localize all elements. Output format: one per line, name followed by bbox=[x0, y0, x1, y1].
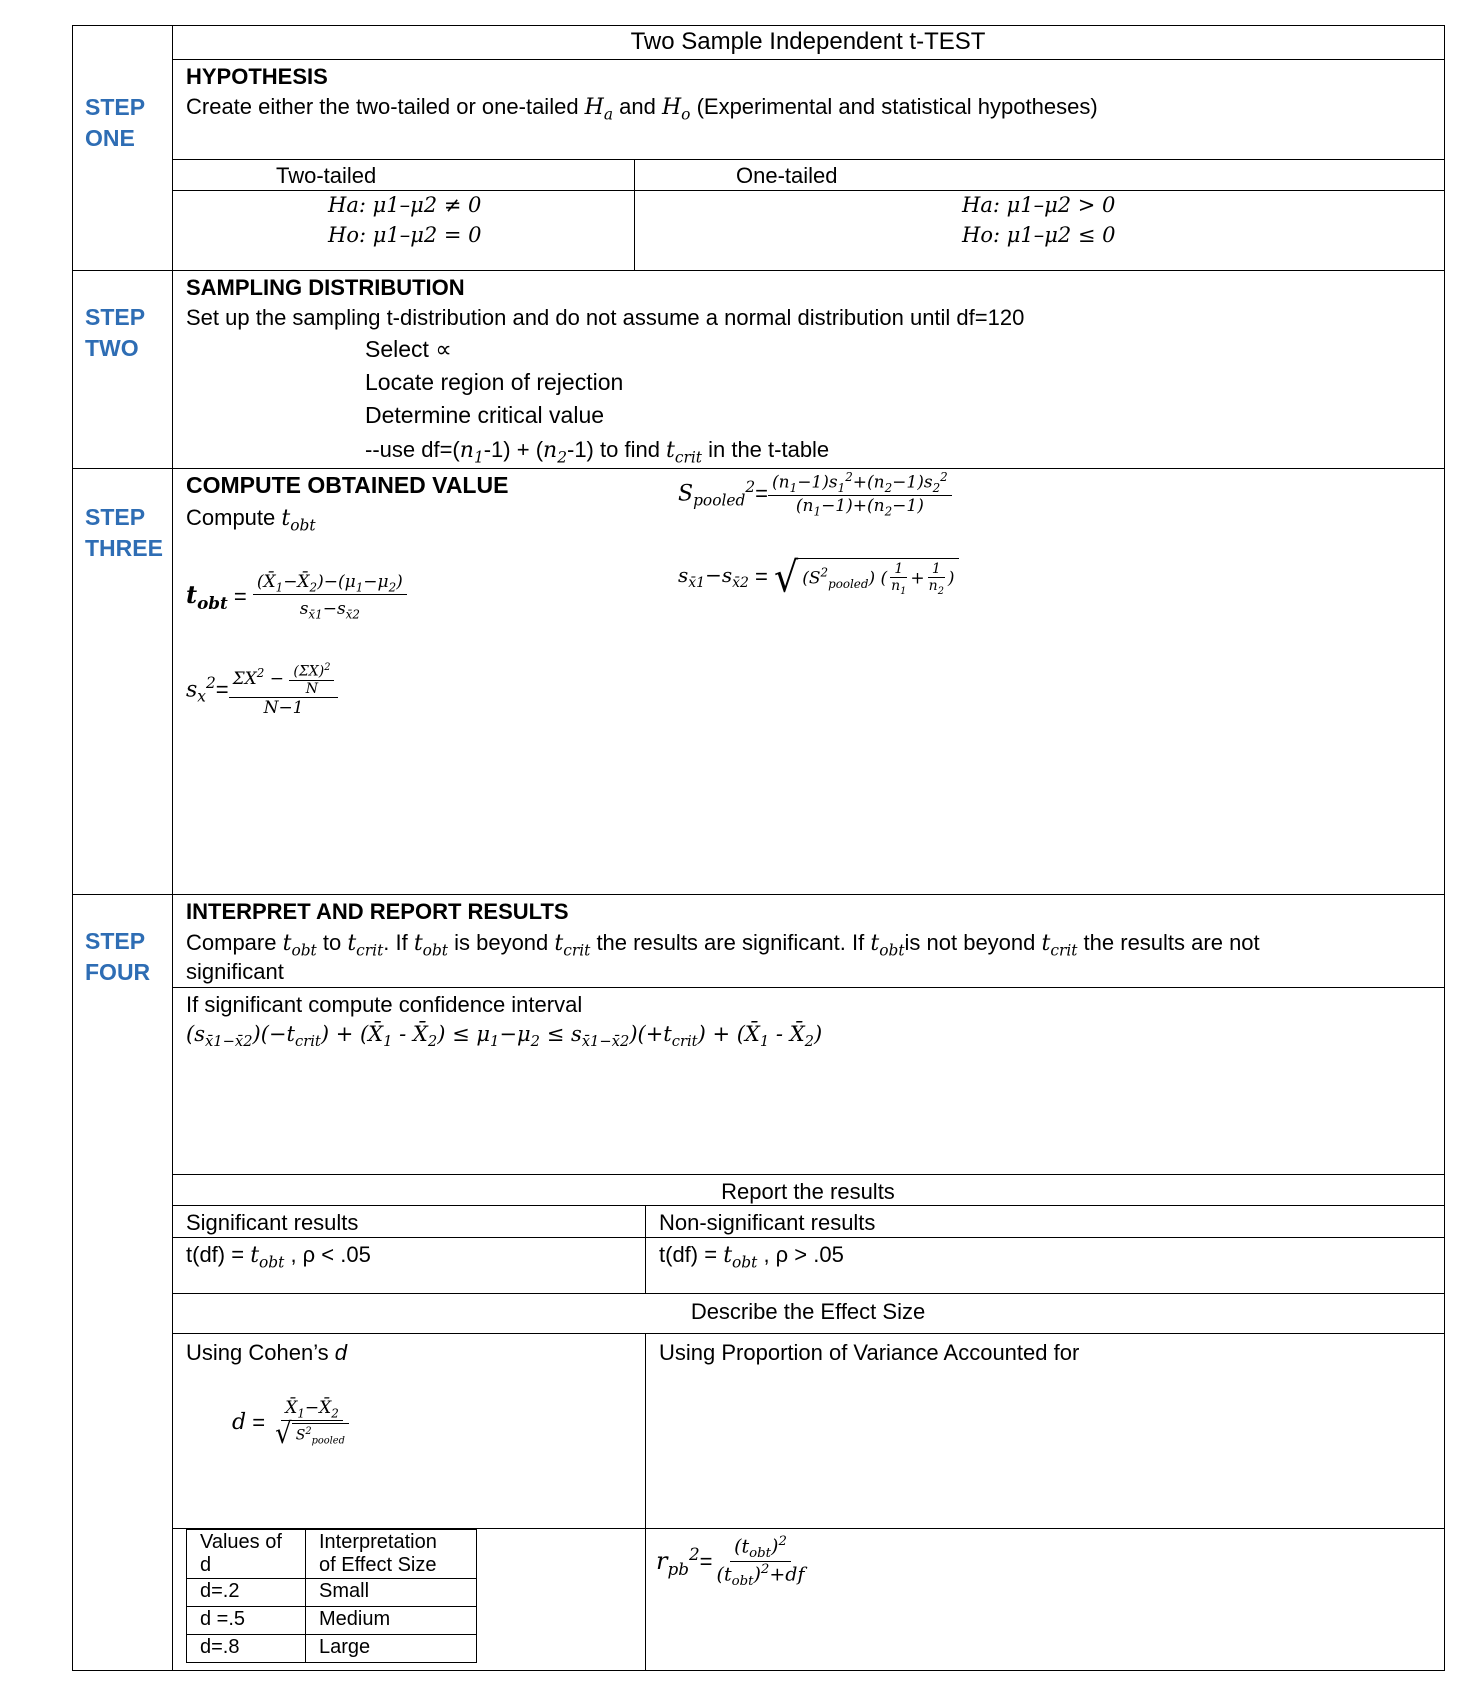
two-tailed-ho: Ho: μ1–μ2 = 0 bbox=[328, 223, 482, 247]
step-one-label bbox=[85, 92, 145, 154]
hyp-desc-pre: Create either the two-tailed or one-tailed bbox=[186, 94, 585, 119]
standard-error-formula: $s_{x̄1}-s_{x̄2}$ = √ $(S^2_{pooled})$ ( $\frac{1}{n_1}$ + $\frac{1}{n_2}$ ) bbox=[678, 558, 959, 597]
compare-6: is not beyond bbox=[904, 930, 1042, 955]
effect-interp-medium: Medium bbox=[306, 1607, 477, 1635]
significant-format: $t(df) = t_{obt}$ , ρ < .05 bbox=[186, 1242, 371, 1272]
report-label-bottom bbox=[172, 1237, 1445, 1238]
one-tailed-ho: Ho: μ1–μ2 ≤ 0 bbox=[962, 223, 1116, 247]
table-border-bottom bbox=[72, 1670, 1445, 1671]
compare-4: is beyond bbox=[447, 930, 555, 955]
tobt-formula: $t_{obt}$ = $\frac{(X̄_1-X̄_2)-(\mu_1-\mu_2)}{s_{x̄1}-s_{x̄2}}$ bbox=[186, 572, 407, 622]
effect-header: Describe the Effect Size bbox=[690, 1299, 926, 1324]
two-tailed-ha: Ha: μ1–μ2 ≠ 0 bbox=[328, 193, 482, 217]
step-three-label bbox=[85, 502, 163, 564]
pooled-variance-formula: $S_{pooled}^2$ = $\frac{(n_1-1)s_1^2+(n_2-1)s_2^2}{(n_1-1)+(n_2-1)}$ bbox=[678, 470, 952, 518]
table-border-right bbox=[1444, 25, 1445, 1671]
step-four-word2: FOUR bbox=[85, 959, 151, 985]
effect-col1-header bbox=[187, 1530, 306, 1579]
effect-value-small: d=.2 bbox=[187, 1579, 306, 1607]
table-border-left bbox=[72, 25, 73, 1671]
compute-label: Compute $t_{obt}$ bbox=[186, 505, 316, 535]
hypothesis-heading: HYPOTHESIS bbox=[186, 64, 328, 89]
step-one-word1: STEP bbox=[85, 94, 146, 120]
compare-5: the results are significant. If bbox=[590, 930, 871, 955]
nonsig-format-post: , ρ > .05 bbox=[757, 1242, 844, 1267]
hyp-table-header-bottom bbox=[172, 190, 1445, 191]
step-four-label bbox=[85, 926, 150, 988]
cohens-d-formula: d = $X̄_1-X̄_2$ √ $S^2_{pooled}$ bbox=[232, 1398, 353, 1447]
sig-format-pre: t(df) = bbox=[186, 1242, 251, 1267]
one-tailed-ha: Ha: μ1–μ2 > 0 bbox=[962, 193, 1116, 217]
compare-line-2: significant bbox=[186, 959, 284, 984]
df-note-mid2: -1) to find bbox=[567, 437, 667, 462]
one-tailed-header: One-tailed bbox=[736, 163, 838, 188]
sig-format-post: , ρ < .05 bbox=[284, 1242, 371, 1267]
effect-interp-small: Small bbox=[306, 1579, 477, 1607]
col1-line1: Values of bbox=[200, 1531, 282, 1553]
hyp-table-divider bbox=[634, 159, 635, 270]
df-note-post: in the t-table bbox=[701, 437, 830, 462]
effect-divider bbox=[645, 1333, 646, 1671]
hyp-desc-post: (Experimental and statistical hypotheses) bbox=[690, 94, 1098, 119]
effect-value-medium: d =.5 bbox=[187, 1607, 306, 1635]
rpb-formula: $r_{pb}^2$ = $\frac{(t_{obt})^2}{(t_{obt})^2+df}$ bbox=[656, 1534, 805, 1590]
step-two-label bbox=[85, 302, 145, 364]
nonsignificant-label: Non-significant results bbox=[659, 1210, 876, 1235]
step-two-word1: STEP bbox=[85, 304, 146, 330]
cohens-label-pre: Using Cohen’s bbox=[186, 1340, 335, 1365]
hypothesis-description bbox=[186, 94, 1098, 123]
compare-1: Compare bbox=[186, 930, 283, 955]
step-one-word2: ONE bbox=[85, 125, 135, 151]
col1-line2: d bbox=[200, 1554, 212, 1576]
nonsignificant-format: $t(df) = t_{obt}$ , ρ > .05 bbox=[659, 1242, 844, 1272]
df-note: --use $df=(n_1-1) + (n_2-1)$ to find $t_{crit}$ in the t-table bbox=[365, 437, 830, 467]
report-top-line bbox=[172, 1174, 1445, 1175]
compute-text: Compute bbox=[186, 505, 282, 530]
page-title: Two Sample Independent t-TEST bbox=[630, 28, 986, 55]
compare-line: Compare $t_{obt}$ to $t_{crit}$. If $t_{obt}$ is beyond $t_{crit}$ the results are significant. If $t_{obt}is$ not beyond $t_{crit}$ the results are not bbox=[186, 930, 1260, 960]
step-column-divider bbox=[172, 25, 173, 1671]
compare-2: to bbox=[316, 930, 348, 955]
report-divider bbox=[645, 1205, 646, 1293]
hyp-table-top bbox=[172, 159, 1445, 160]
step-three-word1: STEP bbox=[85, 504, 146, 530]
compare-3: . If bbox=[383, 930, 414, 955]
sampling-item-select: Select ∝ bbox=[365, 336, 452, 362]
significant-label: Significant results bbox=[186, 1210, 359, 1235]
report-header-bottom bbox=[172, 1205, 1445, 1206]
nonsig-format-pre: t(df) = bbox=[659, 1242, 724, 1267]
col2-line2: of Effect Size bbox=[319, 1554, 437, 1576]
interpret-heading: INTERPRET AND REPORT RESULTS bbox=[186, 899, 569, 924]
compute-heading: COMPUTE OBTAINED VALUE bbox=[186, 472, 509, 498]
effect-col2-header bbox=[306, 1530, 477, 1579]
step-two-word2: TWO bbox=[85, 335, 139, 361]
table-border-top bbox=[72, 25, 1445, 26]
table-row bbox=[187, 1635, 477, 1663]
variance-formula: $s_x^2$ = $\Sigma X^2$ − $\frac{(\Sigma X)^2}{N}$ N−1 bbox=[186, 662, 338, 718]
table-row bbox=[187, 1579, 477, 1607]
step-three-word2: THREE bbox=[85, 535, 163, 561]
ho-symbol: $H_o$ bbox=[661, 95, 691, 124]
cohens-label-d: d bbox=[334, 1340, 348, 1365]
effect-interp-large: Large bbox=[306, 1635, 477, 1663]
step1-bottom bbox=[72, 270, 1445, 271]
compare-7: the results are not bbox=[1077, 930, 1260, 955]
step3-bottom bbox=[72, 894, 1445, 895]
ha-symbol: $H_a$ bbox=[584, 95, 614, 124]
sampling-heading: SAMPLING DISTRIBUTION bbox=[186, 275, 465, 300]
df-note-mid1: -1) + ( bbox=[483, 437, 544, 462]
two-tailed-header: Two-tailed bbox=[276, 163, 377, 188]
effect-table-header bbox=[187, 1530, 477, 1579]
report-header: Report the results bbox=[721, 1179, 895, 1204]
hyp-desc-mid: and bbox=[613, 94, 662, 119]
ci-top-line bbox=[172, 987, 1445, 988]
sampling-description: Set up the sampling t-distribution and do not assume a normal distribution until df=120 bbox=[186, 305, 1025, 330]
df-note-pre: --use df=( bbox=[365, 437, 460, 462]
step-four-word1: STEP bbox=[85, 928, 146, 954]
ci-heading: If significant compute confidence interval bbox=[186, 992, 583, 1017]
ci-formula: $(s_{x̄1-x̄2})(-t_{crit})$ + ($X̄_1$ - $X̄_2) \le \mu_1-\mu_2 \le s_{x̄1-x̄2})(+t_{crit})$ + ($X̄_1$ - $X̄_2$) bbox=[186, 1022, 823, 1051]
effect-header-bottom bbox=[172, 1333, 1445, 1334]
effect-top-line bbox=[172, 1293, 1445, 1294]
effect-size-table bbox=[186, 1529, 477, 1663]
sampling-item-locate: Locate region of rejection bbox=[365, 369, 624, 395]
col2-line1: Interpretation bbox=[319, 1531, 437, 1553]
step2-bottom bbox=[72, 468, 1445, 469]
title-row-bottom bbox=[172, 59, 1445, 60]
table-row bbox=[187, 1607, 477, 1635]
sampling-item-critical: Determine critical value bbox=[365, 402, 605, 428]
effect-value-large: d=.8 bbox=[187, 1635, 306, 1663]
variance-label: Using Proportion of Variance Accounted for bbox=[659, 1340, 1080, 1365]
cohens-label bbox=[186, 1340, 347, 1366]
